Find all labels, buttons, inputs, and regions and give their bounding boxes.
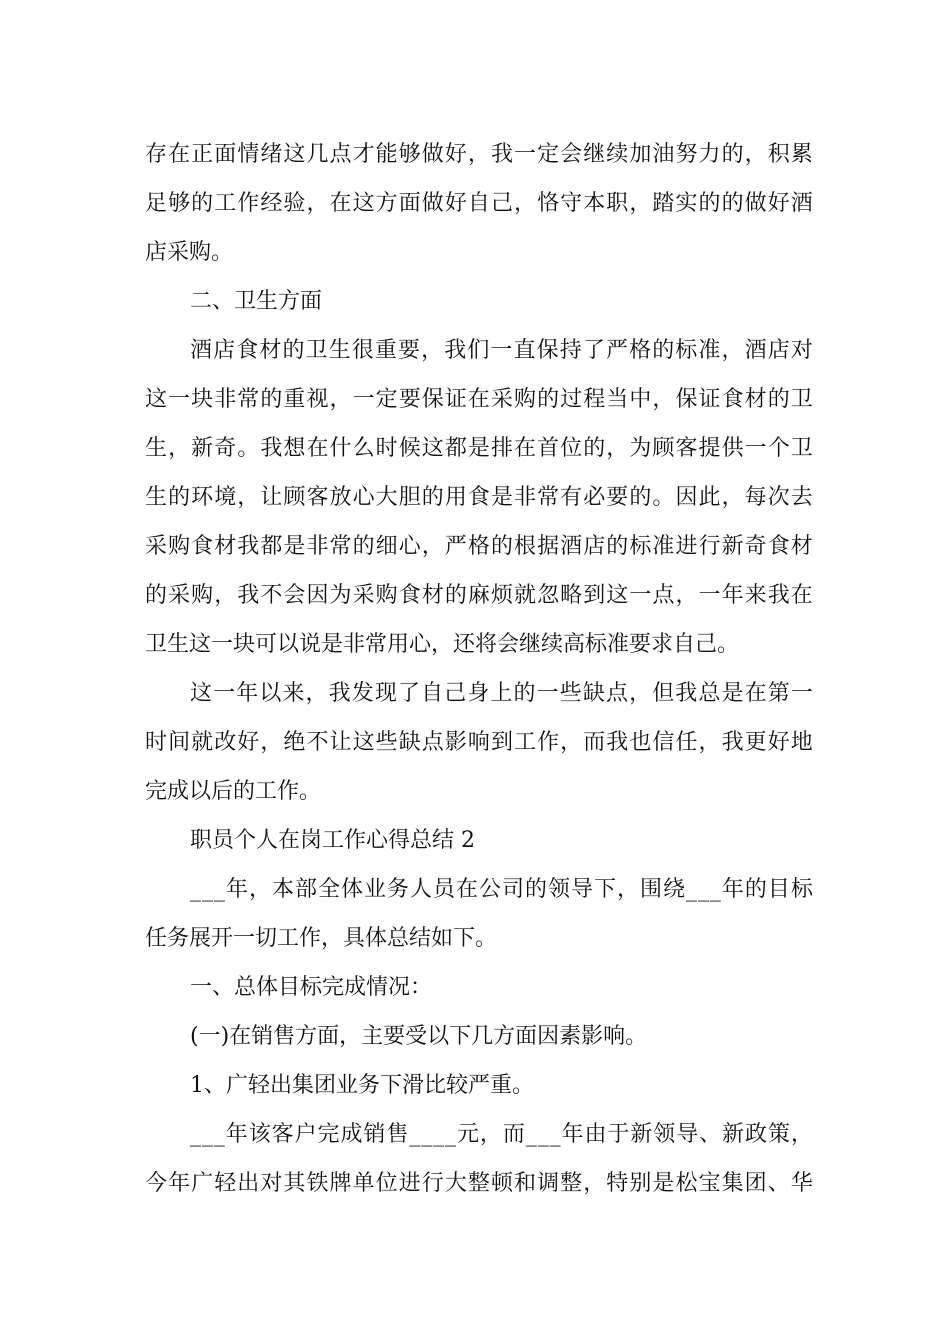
text-line: _ _ _ 年 ， 本 部 全 体 业 务 人 员 在 公 司 的 领 导 下 ， 围 绕 _ _ _ 年 的 目 标 bbox=[190, 877, 813, 902]
document-body bbox=[145, 130, 813, 1208]
text-line: 这 一 块 非 常 的 重 视 ， 一 定 要 保 证 在 采 购 的 过 程 当 中 ， 保 证 食 材 的 卫 bbox=[145, 387, 813, 412]
text-line: 这 一 年 以 来 ， 我 发 现 了 自 己 身 上 的 一 些 缺 点 ， 但 我 总 是 在 第 一 bbox=[190, 681, 813, 706]
text-line: 今 年 广 轻 出 对 其 铁 牌 单 位 进 行 大 整 顿 和 调 整 ， 特 别 是 松 宝 集 团 、 华 bbox=[145, 1171, 813, 1196]
text-line: 任务展开一切工作，具体总结如下。 bbox=[145, 926, 498, 951]
text-line: 存 在 正 面 情 绪 这 几 点 才 能 够 做 好 ， 我 一 定 会 继 续 加 油 努 力 的 ， 积 累 bbox=[145, 142, 813, 167]
text-line: 的 采 购 ， 我 不 会 因 为 采 购 食 材 的 麻 烦 就 忽 略 到 这 一 点 ， 一 年 来 我 在 bbox=[145, 583, 813, 608]
text-line: 采 购 食 材 我 都 是 非 常 的 细 心 ， 严 格 的 根 据 酒 店 的 标 准 进 行 新 奇 食 材 bbox=[145, 534, 813, 559]
list-item: 1、广轻出集团业务下滑比较严重。 bbox=[190, 1073, 534, 1098]
subsection-heading: (一)在销售方面，主要受以下几方面因素影响。 bbox=[190, 1024, 648, 1049]
section-heading: 一、总体目标完成情况： bbox=[190, 975, 433, 1000]
text-line: 店采购。 bbox=[145, 240, 234, 265]
text-line: 足 够 的 工 作 经 验 ， 在 这 方 面 做 好 自 己 ， 恪 守 本 职 ， 踏 实 的 的 做 好 酒 bbox=[145, 191, 813, 216]
text-line: 完成以后的工作。 bbox=[145, 779, 322, 804]
document-subtitle: 职员个人在岗工作心得总结 2 bbox=[190, 828, 475, 853]
text-line: 时 间 就 改 好 ， 绝 不 让 这 些 缺 点 影 响 到 工 作 ， 而 我 也 信 任 ， 我 更 好 地 bbox=[145, 730, 813, 755]
text-line: 生 ， 新 奇 。 我 想 在 什 么 时 候 这 都 是 排 在 首 位 的 ， 为 顾 客 提 供 一 个 卫 bbox=[145, 436, 813, 461]
text-line: 卫生这一块可以说是非常用心，还将会继续高标准要求自己。 bbox=[145, 632, 740, 657]
text-line: _ _ _ 年 该 客 户 完 成 销 售 _ _ _ _ 元 ， 而 _ _ _ 年 由 于 新 领 导 、 新 政 策 ， bbox=[190, 1122, 813, 1147]
section-heading: 二、卫生方面 bbox=[190, 289, 323, 314]
text-line: 酒 店 食 材 的 卫 生 很 重 要 ， 我 们 一 直 保 持 了 严 格 的 标 准 ， 酒 店 对 bbox=[190, 338, 813, 363]
text-line: 生 的 环 境 ， 让 顾 客 放 心 大 胆 的 用 食 是 非 常 有 必 要 的 。 因 此 ， 每 次 去 bbox=[145, 485, 813, 510]
